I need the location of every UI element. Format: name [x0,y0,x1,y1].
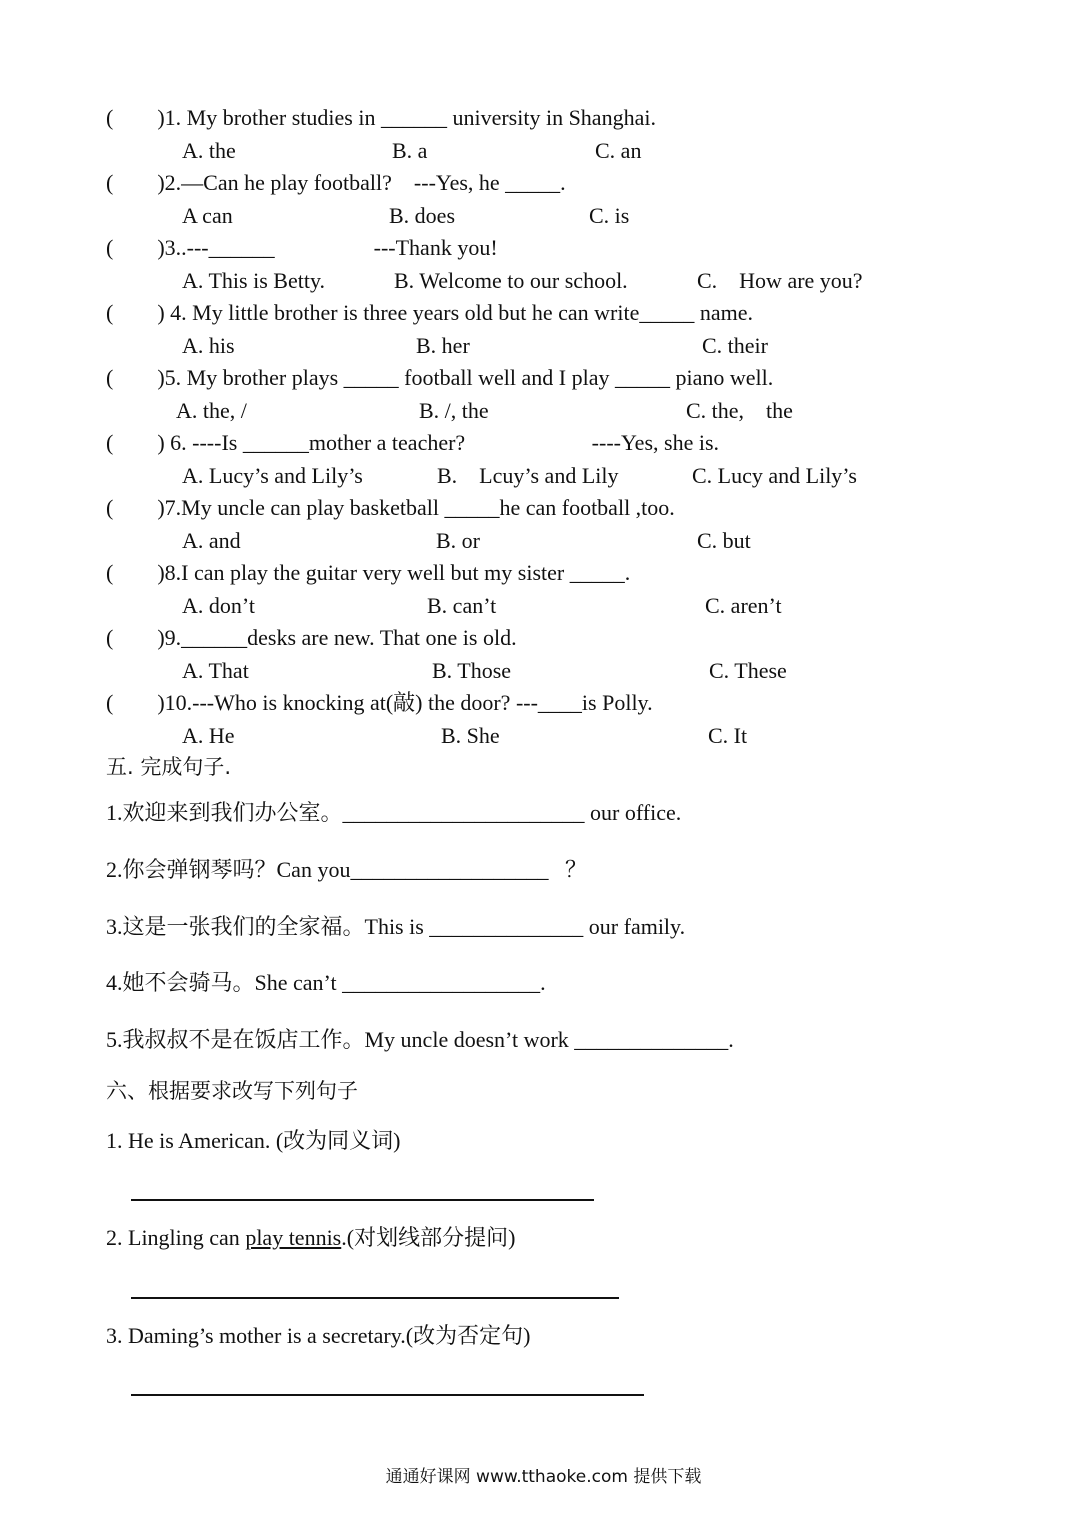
question-3-option-b: B. Welcome to our school. [394,268,628,293]
rewrite-item-3: 3. Daming’s mother is a secretary.(改为否定句) [106,1323,531,1348]
question-8-option-a: A. don’t [182,593,255,618]
sentence-item-5: 5.我叔叔不是在饭店工作。My uncle doesn’t work ______________. [106,1027,734,1052]
question-2-option-c: C. is [589,203,630,228]
question-8-stem: ( )8.I can play the guitar very well but my sister _____. [106,560,631,585]
question-1-option-b: B. a [392,138,428,163]
question-2-option-b: B. does [389,203,455,228]
section-5-title: 五. 完成句子. [106,755,232,779]
question-10-option-b: B. She [441,723,500,748]
question-10-option-a: A. He [182,723,235,748]
question-3-option-c: C. How are you? [697,268,863,293]
sentence-item-1: 1.欢迎来到我们办公室。______________________ our office. [106,800,682,825]
question-7-option-a: A. and [182,528,241,553]
question-4-option-a: A. his [182,333,235,358]
question-4-stem: ( ) 4. My little brother is three years old but he can write_____ name. [106,300,753,325]
question-7-option-c: C. but [697,528,751,553]
question-6-option-b: B. Lcuy’s and Lily [437,463,619,488]
answer-line-2 [131,1297,619,1299]
underlined-phrase: play tennis [245,1225,342,1250]
question-8-option-b: B. can’t [427,593,497,618]
question-1-option-c: C. an [595,138,642,163]
question-5-option-a: A. the, / [176,398,247,423]
rewrite-item-2: 2. Lingling can play tennis.(对划线部分提问) [106,1225,516,1250]
question-6-option-c: C. Lucy and Lily’s [692,463,857,488]
rewrite-item-1: 1. He is American. (改为同义词) [106,1128,401,1153]
question-2-option-a: A can [182,203,233,228]
answer-line-1 [131,1199,594,1201]
question-8-option-c: C. aren’t [705,593,782,618]
question-6-stem: ( ) 6. ----Is ______mother a teacher? ----Yes, she is. [106,430,720,455]
question-2-stem: ( )2.—Can he play football? ---Yes, he _____. [106,170,566,195]
question-10-option-c: C. It [708,723,748,748]
question-1-option-a: A. the [182,138,236,163]
question-4-option-c: C. their [702,333,768,358]
answer-line-3 [131,1394,644,1396]
question-5-stem: ( )5. My brother plays _____ football well and I play _____ piano well. [106,365,774,390]
sentence-item-3: 3.这是一张我们的全家福。This is ______________ our family. [106,914,686,939]
question-7-option-b: B. or [436,528,480,553]
question-10-stem: ( )10.---Who is knocking at(敲) the door? ---____is Polly. [106,690,653,715]
question-9-option-b: B. Those [432,658,512,683]
question-5-option-b: B. /, the [419,398,489,423]
sentence-item-2: 2.你会弹钢琴吗？Can you__________________ ？ [106,857,587,882]
question-6-option-a: A. Lucy’s and Lily’s [182,463,363,488]
sentence-item-4: 4.她不会骑马。She can’t __________________. [106,970,546,995]
question-9-option-c: C. These [709,658,787,683]
question-7-stem: ( )7.My uncle can play basketball _____he can football ,too. [106,495,675,520]
question-4-option-b: B. her [416,333,470,358]
question-3-stem: ( )3..---______ ---Thank you! [106,235,498,260]
question-3-option-a: A. This is Betty. [182,268,326,293]
question-5-option-c: C. the, the [686,398,793,423]
question-9-option-a: A. That [182,658,249,683]
question-9-stem: ( )9.______desks are new. That one is old. [106,625,517,650]
footer-text: 通通好课网 www.tthaoke.com 提供下载 [385,1467,702,1487]
section-6-title: 六、根据要求改写下列句子 [106,1079,358,1103]
question-1-stem: ( )1. My brother studies in ______ university in Shanghai. [106,105,656,130]
